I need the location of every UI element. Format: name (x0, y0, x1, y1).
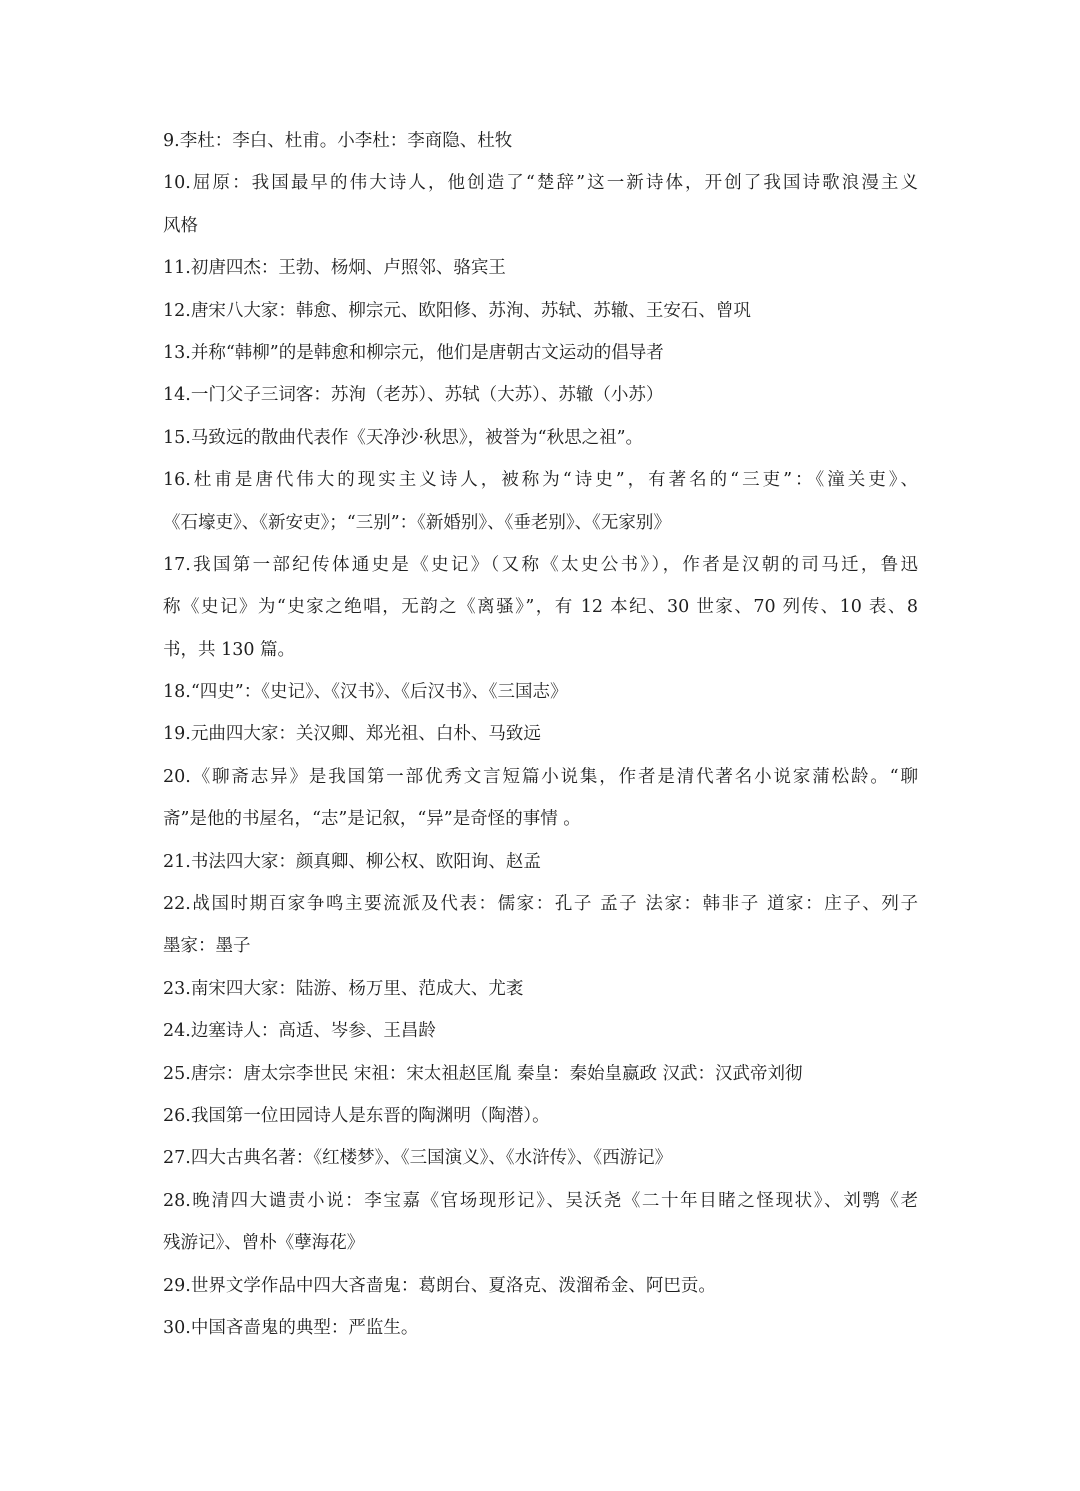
line-16: 20.《聊斋志异》是我国第一部优秀文言短篇小说集，作者是清代著名小说家蒲松龄。“聊 (163, 766, 918, 787)
line-8: 15.马致远的散曲代表作《天净沙·秋思》，被誉为“秋思之祖”。 (163, 427, 644, 448)
document-body (163, 120, 918, 1349)
line-17: 斋”是他的书屋名，“志”是记叙，“异”是奇怪的事情 。 (163, 809, 581, 830)
line-11: 17.我国第一部纪传体通史是《史记》（又称《太史公书》），作者是汉朝的司马迁，鲁迅 (163, 554, 918, 575)
line-22: 24.边塞诗人：高适、岑参、王昌龄 (163, 1021, 436, 1042)
line-3: 风格 (163, 215, 198, 236)
line-29: 30.中国吝啬鬼的典型：严监生。 (163, 1317, 419, 1338)
line-2: 10.屈原：我国最早的伟大诗人，他创造了“楚辞”这一新诗体，开创了我国诗歌浪漫主义 (163, 173, 918, 194)
line-5: 12.唐宋八大家：韩愈、柳宗元、欧阳修、苏洵、苏轼、苏辙、王安石、曾巩 (163, 300, 751, 321)
line-10: 《石壕吏》、《新安吏》；“三别”：《新婚别》、《垂老别》、《无家别》 (163, 512, 671, 533)
line-21: 23.南宋四大家：陆游、杨万里、范成大、尤袤 (163, 978, 524, 999)
line-4: 11.初唐四杰：王勃、杨炯、卢照邻、骆宾王 (163, 258, 506, 279)
line-26: 28.晚清四大谴责小说：李宝嘉《官场现形记》、吴沃尧《二十年目睹之怪现状》、刘鹗《老 (163, 1190, 918, 1211)
line-20: 墨家：墨子 (163, 936, 251, 957)
line-15: 19.元曲四大家：关汉卿、郑光祖、白朴、马致远 (163, 724, 541, 745)
line-24: 26.我国第一位田园诗人是东晋的陶渊明（陶潜）。 (163, 1105, 550, 1126)
line-9: 16.杜甫是唐代伟大的现实主义诗人，被称为“诗史”，有著名的“三吏”：《潼关吏》、 (163, 470, 918, 491)
line-12: 称《史记》为“史家之绝唱，无韵之《离骚》”，有 12 本纪、30 世家、70 列传、10 表、8 (163, 597, 918, 618)
line-13: 书，共 130 篇。 (163, 639, 296, 660)
line-19: 22.战国时期百家争鸣主要流派及代表：儒家：孔子 孟子 法家：韩非子 道家：庄子、列子 (163, 894, 918, 915)
line-1: 9.李杜：李白、杜甫。小李杜：李商隐、杜牧 (163, 131, 513, 151)
line-7: 14.一门父子三词客：苏洵（老苏）、苏轼（大苏）、苏辙（小苏） (163, 385, 664, 406)
line-25: 27.四大古典名著：《红楼梦》、《三国演义》、《水浒传》、《西游记》 (163, 1148, 673, 1169)
line-28: 29.世界文学作品中四大吝啬鬼：葛朗台、夏洛克、泼溜希金、阿巴贡。 (163, 1275, 716, 1296)
line-14: 18.“四史”：《史记》、《汉书》、《后汉书》、《三国志》 (163, 682, 568, 703)
line-6: 13.并称“韩柳”的是韩愈和柳宗元，他们是唐朝古文运动的倡导者 (163, 342, 664, 363)
line-18: 21.书法四大家：颜真卿、柳公权、欧阳询、赵孟 (163, 851, 541, 872)
line-27: 残游记》、曾朴《孽海花》 (163, 1233, 365, 1254)
line-23: 25.唐宗：唐太宗李世民 宋祖：宋太祖赵匡胤 秦皇：秦始皇嬴政 汉武：汉武帝刘彻 (163, 1063, 803, 1084)
